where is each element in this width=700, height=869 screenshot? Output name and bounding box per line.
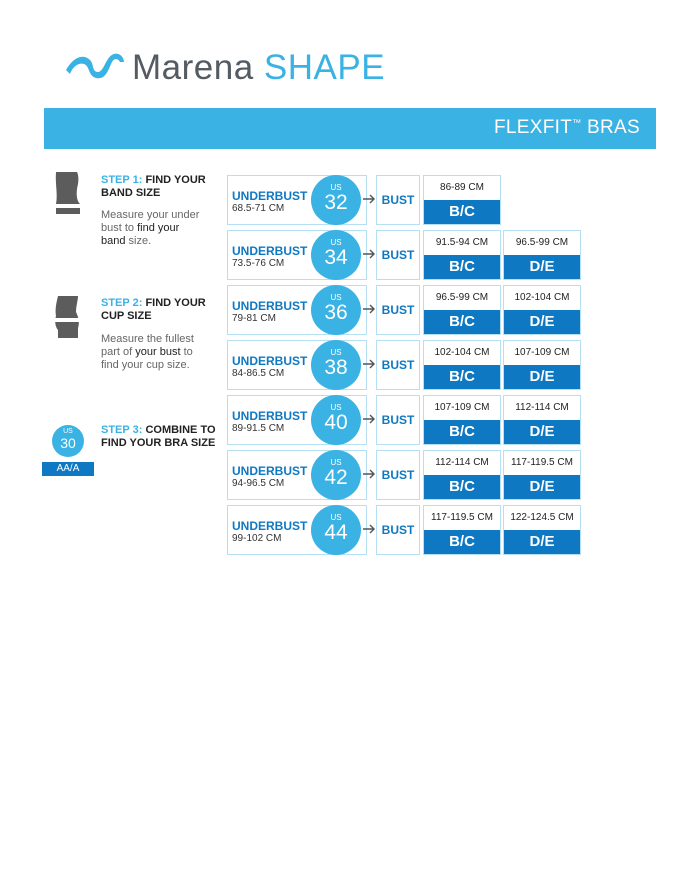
step-3-example-size — [52, 425, 84, 457]
size-row — [227, 230, 587, 280]
banner-title-main: FLEXFIT — [494, 117, 573, 138]
step-2 — [44, 296, 214, 391]
underbust-range: 94-96.5 CM — [232, 478, 285, 489]
cup-code: B/C — [424, 475, 500, 499]
size-row — [227, 450, 587, 500]
underbust-label: UNDERBUST — [232, 519, 308, 533]
step-2-desc-2: to find your cup size. — [101, 346, 193, 371]
step-3-us-label: US — [63, 428, 73, 435]
step-3-heading — [101, 424, 221, 450]
step-1-heading — [101, 174, 221, 200]
bust-label: BUST — [381, 303, 415, 317]
cup-size-cell — [503, 230, 581, 280]
arrow-right-icon — [363, 302, 377, 316]
us-label: US — [330, 348, 342, 357]
bust-cell — [376, 230, 420, 280]
cup-size-cell — [503, 450, 581, 500]
step-2-number: STEP 2: — [101, 297, 143, 309]
underbust-range: 89-91.5 CM — [232, 423, 285, 434]
underbust-range: 84-86.5 CM — [232, 368, 285, 379]
bust-label: BUST — [381, 413, 415, 427]
size-row — [227, 285, 587, 335]
brand-secondary: SHAPE — [263, 48, 386, 87]
us-label: US — [330, 293, 342, 302]
us-band-size — [311, 395, 361, 445]
banner-title — [494, 117, 640, 139]
underbust-label: UNDERBUST — [232, 464, 308, 478]
bust-range: 112-114 CM — [515, 402, 569, 413]
step-1-desc-2: size. — [128, 235, 152, 247]
us-label: US — [330, 183, 342, 192]
step-3-cup-badge: AA/A — [42, 462, 94, 476]
cup-code: B/C — [424, 420, 500, 444]
cup-size-cell — [423, 505, 501, 555]
us-band-number: 40 — [324, 411, 348, 434]
step-1-desc-emph: find your band — [101, 222, 180, 247]
step-1-number: STEP 1: — [101, 174, 143, 186]
cup-size-cell — [503, 395, 581, 445]
step-3-title: COMBINE TO FIND YOUR BRA SIZE — [101, 424, 216, 449]
cup-size-cell — [503, 340, 581, 390]
arrow-right-icon — [363, 357, 377, 371]
arrow-right-icon — [363, 412, 377, 426]
cup-code: D/E — [504, 365, 580, 389]
us-label: US — [330, 458, 342, 467]
bust-label: BUST — [381, 248, 415, 262]
us-band-size — [311, 285, 361, 335]
bust-cell — [376, 340, 420, 390]
underbust-range: 99-102 CM — [232, 533, 282, 544]
us-band-number: 44 — [324, 521, 348, 544]
cup-size-cell — [423, 450, 501, 500]
bust-cell — [376, 505, 420, 555]
cup-code: D/E — [504, 310, 580, 334]
us-band-size — [311, 505, 361, 555]
size-row — [227, 395, 587, 445]
us-band-number: 36 — [324, 301, 348, 324]
us-band-number: 38 — [324, 356, 348, 379]
cup-size-cell — [423, 395, 501, 445]
arrow-right-icon — [363, 522, 377, 536]
step-1-description — [101, 209, 201, 248]
cup-code: B/C — [424, 310, 500, 334]
torso-bust-icon — [52, 296, 82, 340]
bust-label: BUST — [381, 468, 415, 482]
underbust-range: 73.5-76 CM — [232, 258, 285, 269]
cup-code: D/E — [504, 530, 580, 554]
bust-range: 96.5-99 CM — [435, 292, 489, 303]
bust-range: 107-109 CM — [434, 402, 490, 413]
cup-size-cell — [423, 230, 501, 280]
cup-code: D/E — [504, 420, 580, 444]
us-label: US — [330, 513, 342, 522]
underbust-label: UNDERBUST — [232, 299, 308, 313]
arrow-right-icon — [363, 192, 377, 206]
cup-code: B/C — [424, 530, 500, 554]
step-1 — [44, 172, 214, 262]
step-2-heading — [101, 297, 221, 323]
bust-range: 122-124.5 CM — [510, 512, 574, 523]
bust-cell — [376, 450, 420, 500]
bust-range: 117-119.5 CM — [431, 512, 493, 523]
cup-code: B/C — [424, 365, 500, 389]
us-label: US — [330, 403, 342, 412]
underbust-range: 79-81 CM — [232, 313, 276, 324]
brand-logo — [64, 44, 386, 92]
bust-cell — [376, 175, 420, 225]
step-2-desc-emph: your bust — [135, 346, 181, 358]
bust-range: 117-119.5 CM — [511, 457, 573, 468]
marena-swoosh-icon — [64, 48, 128, 84]
bust-range: 91.5-94 CM — [435, 237, 489, 248]
underbust-label: UNDERBUST — [232, 354, 308, 368]
step-3-band-number: 30 — [60, 435, 76, 451]
us-band-size — [311, 340, 361, 390]
bust-range: 102-104 CM — [514, 292, 570, 303]
torso-band-icon — [52, 172, 82, 216]
bust-range: 96.5-99 CM — [515, 237, 569, 248]
step-3-number: STEP 3: — [101, 424, 143, 436]
brand-name — [132, 48, 385, 88]
size-row — [227, 505, 587, 555]
trademark-mark: ™ — [572, 117, 582, 128]
cup-size-cell — [503, 505, 581, 555]
cup-code: B/C — [424, 255, 500, 279]
us-band-number: 42 — [324, 466, 348, 489]
title-banner — [44, 108, 656, 149]
bust-cell — [376, 285, 420, 335]
step-2-title: FIND YOUR CUP SIZE — [101, 297, 206, 322]
arrow-right-icon — [363, 247, 377, 261]
bust-cell — [376, 395, 420, 445]
step-1-title: FIND YOUR BAND SIZE — [101, 174, 206, 199]
size-row — [227, 175, 587, 225]
us-label: US — [330, 238, 342, 247]
us-band-size — [311, 175, 361, 225]
cup-size-cell — [503, 285, 581, 335]
cup-size-cell — [423, 175, 501, 225]
underbust-range: 68.5-71 CM — [232, 203, 285, 214]
bust-range: 86-89 CM — [440, 182, 484, 193]
cup-code: B/C — [424, 200, 500, 224]
step-2-description — [101, 333, 201, 372]
cup-code: D/E — [504, 475, 580, 499]
bust-label: BUST — [381, 358, 415, 372]
us-band-number: 34 — [324, 246, 348, 269]
us-band-size — [311, 230, 361, 280]
bust-range: 107-109 CM — [514, 347, 570, 358]
underbust-label: UNDERBUST — [232, 409, 308, 423]
step-2-desc-1: Measure the fullest part of — [101, 333, 194, 358]
cup-size-cell — [423, 340, 501, 390]
bust-range: 112-114 CM — [435, 457, 489, 468]
arrow-right-icon — [363, 467, 377, 481]
size-row — [227, 340, 587, 390]
underbust-label: UNDERBUST — [232, 189, 308, 203]
cup-code: D/E — [504, 255, 580, 279]
bust-range: 102-104 CM — [434, 347, 490, 358]
cup-size-cell — [423, 285, 501, 335]
step-1-desc-1: Measure your under bust to — [101, 209, 200, 234]
banner-title-suffix: BRAS — [587, 117, 640, 138]
us-band-number: 32 — [324, 191, 348, 214]
bust-label: BUST — [381, 193, 415, 207]
brand-primary: Marena — [132, 48, 254, 87]
us-band-size — [311, 450, 361, 500]
underbust-label: UNDERBUST — [232, 244, 308, 258]
bust-label: BUST — [381, 523, 415, 537]
